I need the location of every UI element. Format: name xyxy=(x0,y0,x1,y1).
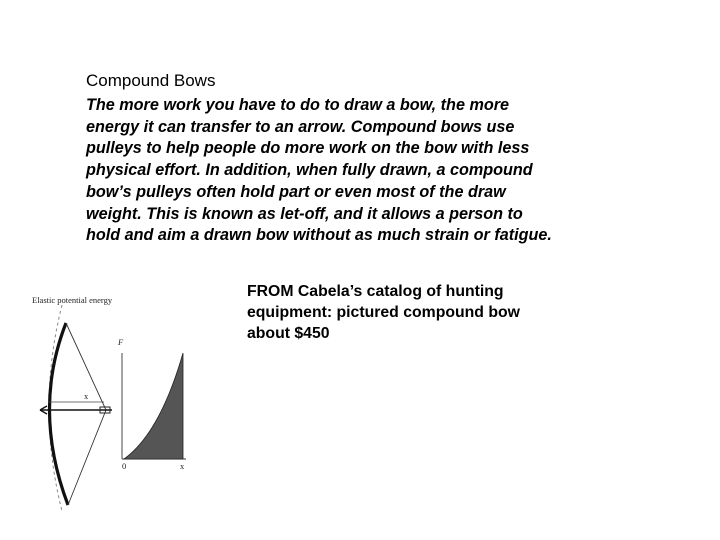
slide-title: Compound Bows xyxy=(86,71,216,90)
body-line: weight. This is known as let-off, and it allows a person to xyxy=(86,204,523,223)
body-paragraph xyxy=(86,95,626,247)
image-caption xyxy=(247,281,587,344)
graph-origin-label: 0 xyxy=(122,461,127,471)
body-line: pulleys to help people do more work on the bow with less xyxy=(86,139,530,158)
distance-label: x xyxy=(84,391,89,401)
bow-energy-figure xyxy=(28,283,208,513)
energy-area-shading xyxy=(124,353,183,459)
body-line: The more work you have to do to draw a bow, the more xyxy=(86,96,510,114)
figure-heading: Elastic potential energy xyxy=(32,295,113,305)
bow-limb xyxy=(49,323,68,505)
caption-line: FROM Cabela’s catalog of hunting xyxy=(247,283,504,300)
caption-line: about $450 xyxy=(247,325,330,342)
body-line: energy it can transfer to an arrow. Compound bows use xyxy=(86,117,515,136)
body-line: hold and aim a drawn bow without as much strain or fatigue. xyxy=(86,226,552,245)
bow-string xyxy=(66,323,106,505)
graph-x-axis-label: x xyxy=(180,461,185,471)
bow-diagram-svg xyxy=(28,283,208,513)
caption-line: equipment: pictured compound bow xyxy=(247,304,520,321)
body-line: physical effort. In addition, when fully drawn, a compound xyxy=(86,161,533,180)
body-line: bow’s pulleys often hold part or even most of the draw xyxy=(86,182,506,201)
force-label: F xyxy=(118,337,124,347)
